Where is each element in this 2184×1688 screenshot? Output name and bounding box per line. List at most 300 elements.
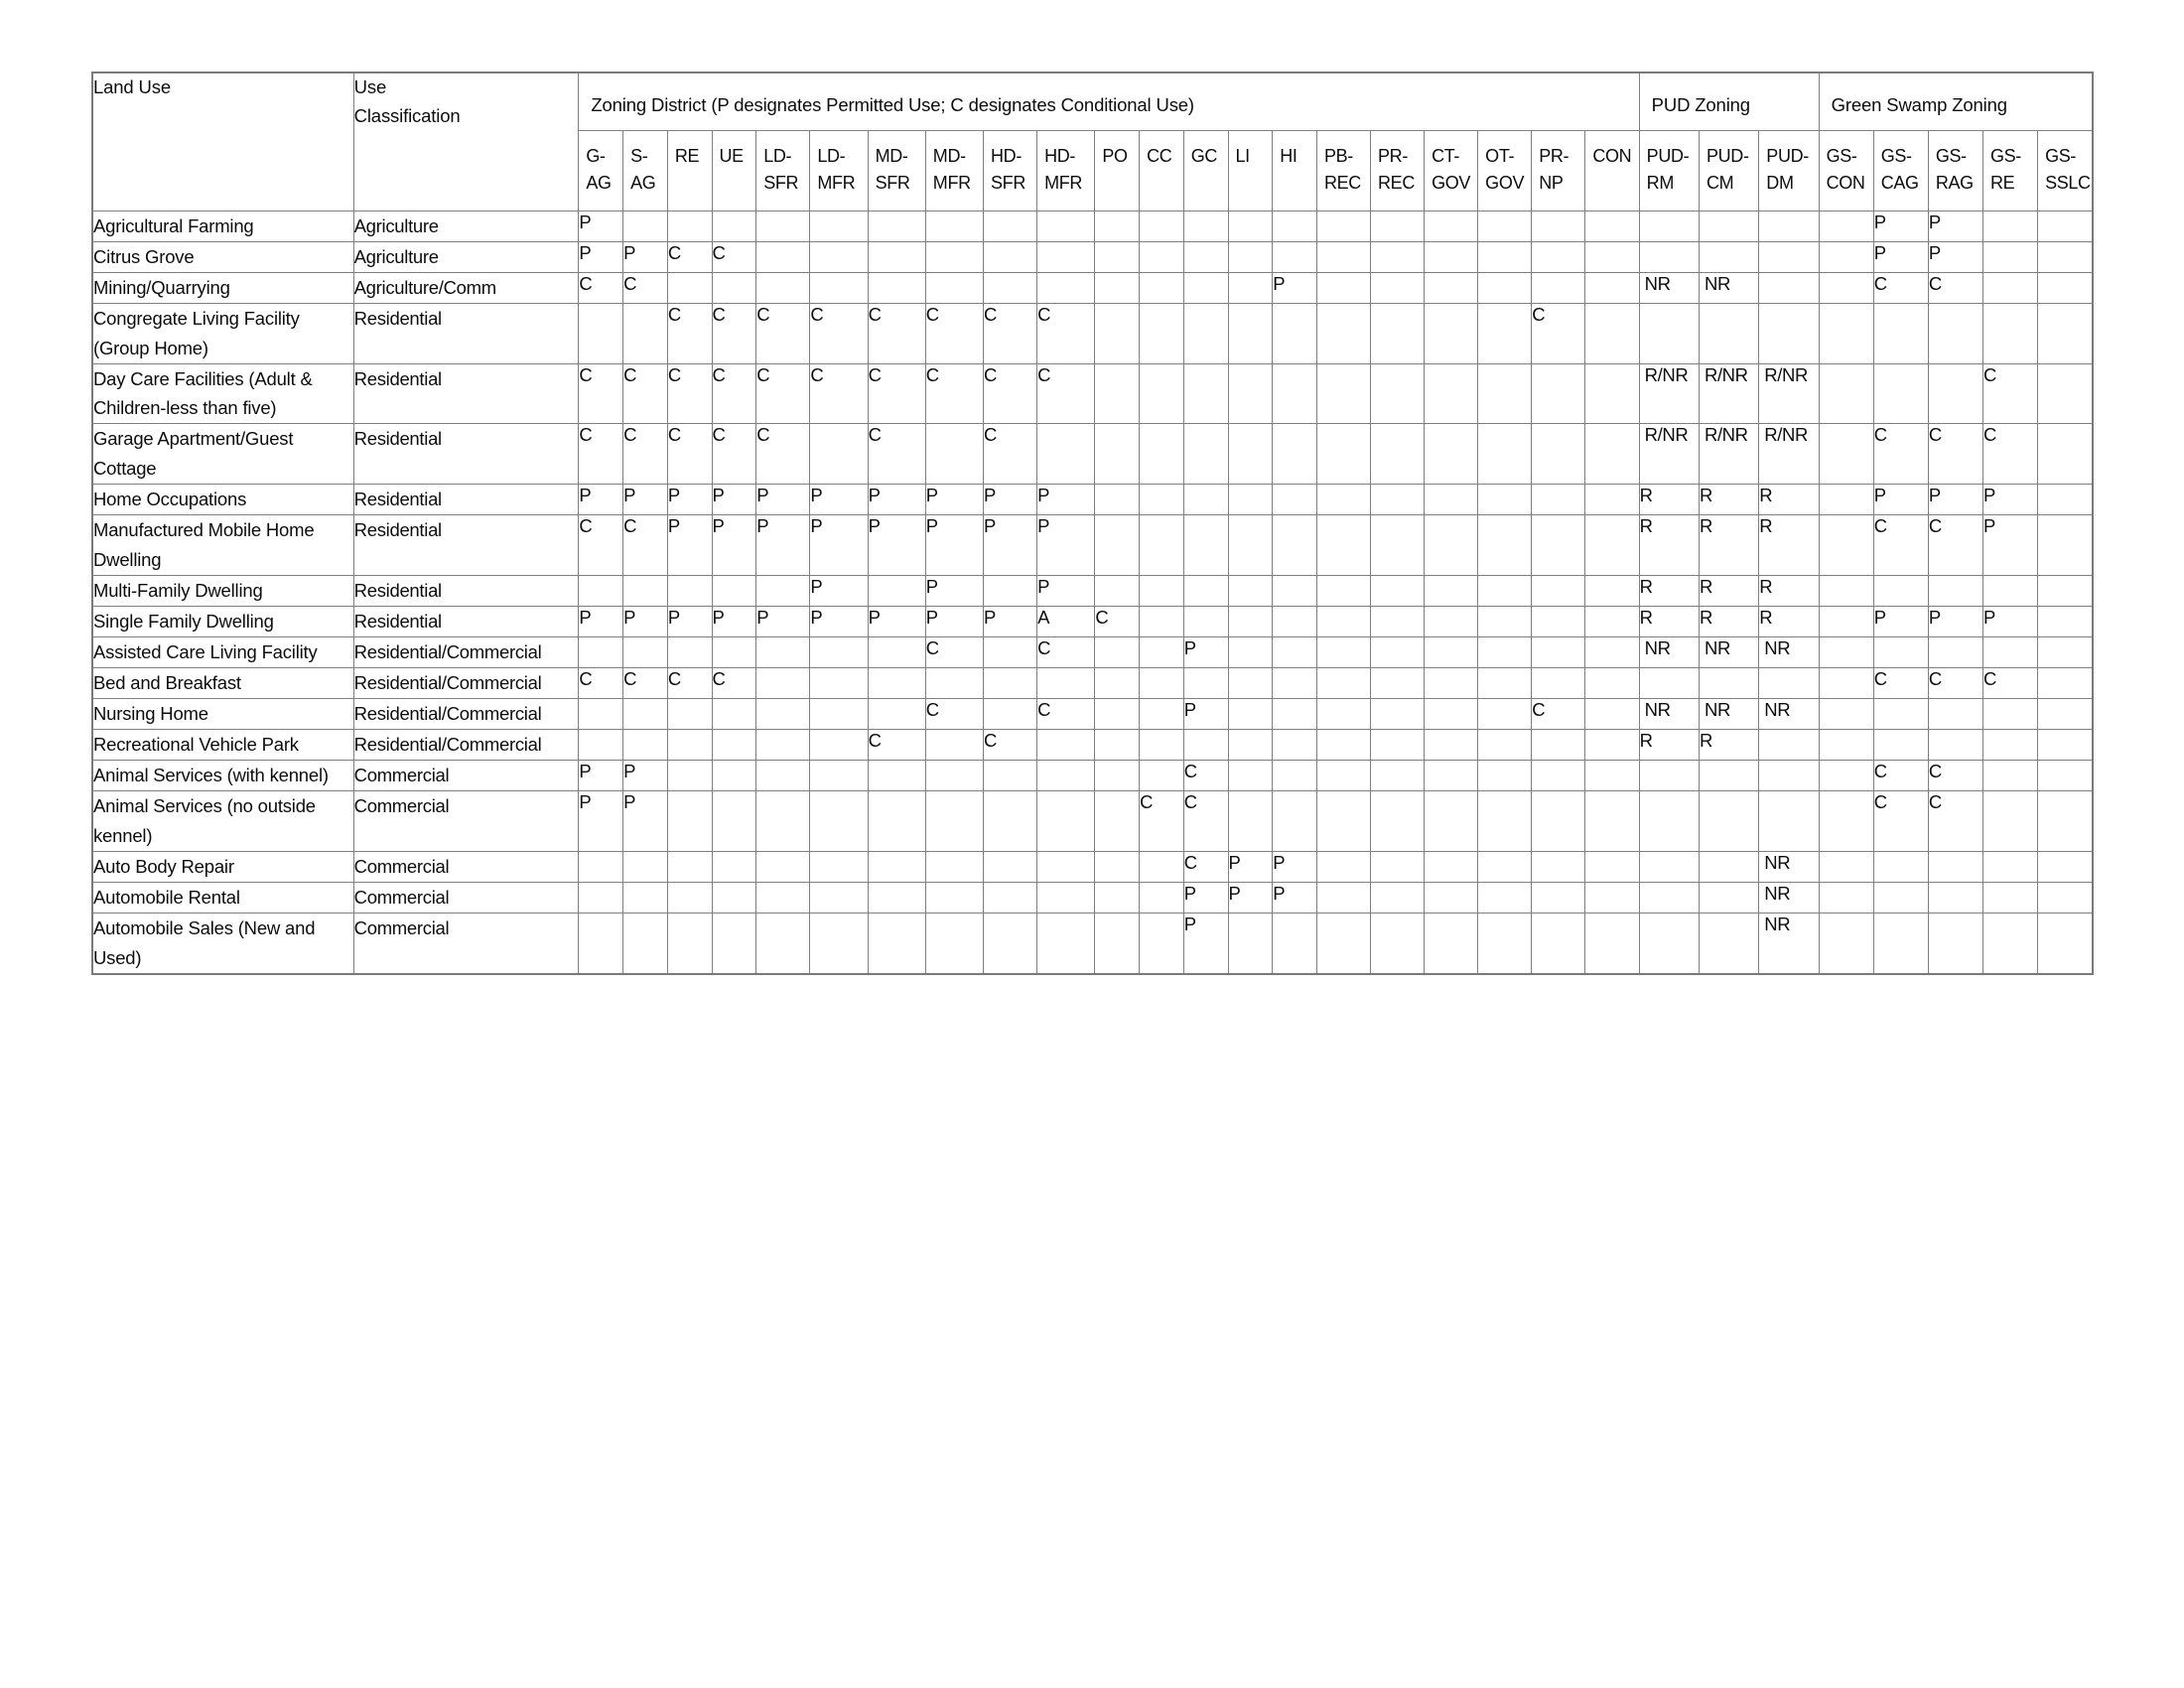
cell-pr-rec (1371, 730, 1425, 761)
cell-ct-gov (1425, 791, 1478, 852)
cell-gs-cag: P (1873, 607, 1928, 637)
cell-land-use: Animal Services (no outside kennel) (92, 791, 353, 852)
cell-hd-sfr (984, 699, 1037, 730)
cell-pr-rec (1371, 882, 1425, 913)
cell-md-sfr (868, 576, 925, 607)
cell-ct-gov (1425, 485, 1478, 515)
cell-hd-mfr: P (1037, 485, 1095, 515)
cell-cc (1140, 882, 1184, 913)
cell-ct-gov (1425, 913, 1478, 973)
cell-gs-con (1819, 791, 1873, 852)
cell-gs-rag (1928, 730, 1982, 761)
cell-md-sfr: P (868, 607, 925, 637)
cell-gs-con (1819, 699, 1873, 730)
cell-gs-cag (1873, 363, 1928, 424)
table-row (92, 576, 2093, 607)
cell-gs-sslc (2038, 485, 2093, 515)
cell-gs-sslc (2038, 730, 2093, 761)
cell-hd-mfr (1037, 791, 1095, 852)
cell-po (1095, 241, 1140, 272)
cell-pud-cm: R/NR (1699, 424, 1758, 485)
cell-ld-mfr (810, 913, 868, 973)
header-land-use: Land Use (92, 72, 353, 211)
cell-ct-gov (1425, 699, 1478, 730)
cell-hd-sfr (984, 882, 1037, 913)
cell-gs-sslc (2038, 699, 2093, 730)
cell-g-ag (579, 303, 623, 363)
cell-li (1228, 699, 1273, 730)
cell-hd-mfr (1037, 272, 1095, 303)
cell-ue: C (712, 303, 756, 363)
cell-hd-mfr (1037, 852, 1095, 883)
cell-s-ag (623, 699, 668, 730)
header-code-po (1095, 130, 1140, 211)
cell-gs-rag: P (1928, 241, 1982, 272)
cell-land-use: Automobile Rental (92, 882, 353, 913)
cell-md-sfr (868, 913, 925, 973)
cell-ct-gov (1425, 576, 1478, 607)
cell-md-mfr (925, 211, 983, 241)
cell-hd-mfr (1037, 913, 1095, 973)
header-code-pb-rec (1316, 130, 1370, 211)
cell-gs-con (1819, 303, 1873, 363)
cell-po (1095, 211, 1140, 241)
header-code-md-mfr (925, 130, 983, 211)
header-code-line1: GS- (1880, 145, 1912, 166)
cell-hi (1273, 576, 1317, 607)
cell-ue (712, 913, 756, 973)
cell-pud-cm: NR (1699, 272, 1758, 303)
cell-po (1095, 303, 1140, 363)
cell-gs-con (1819, 668, 1873, 699)
cell-ld-sfr: C (756, 363, 810, 424)
cell-g-ag (579, 576, 623, 607)
cell-con (1585, 211, 1639, 241)
cell-ct-gov (1425, 668, 1478, 699)
cell-land-use: Citrus Grove (92, 241, 353, 272)
cell-pud-rm (1639, 211, 1699, 241)
header-code-line2: AG (586, 172, 612, 193)
cell-cc (1140, 485, 1184, 515)
cell-ot-gov (1478, 668, 1532, 699)
cell-pud-cm (1699, 211, 1758, 241)
cell-pr-np (1532, 211, 1585, 241)
cell-gs-cag: C (1873, 424, 1928, 485)
cell-ct-gov (1425, 424, 1478, 485)
cell-gs-rag (1928, 303, 1982, 363)
cell-md-sfr: P (868, 515, 925, 576)
cell-s-ag: C (623, 363, 668, 424)
cell-gs-re (1982, 241, 2037, 272)
table-row (92, 852, 2093, 883)
cell-md-sfr: C (868, 424, 925, 485)
cell-gs-rag: P (1928, 607, 1982, 637)
cell-pud-rm: NR (1639, 272, 1699, 303)
cell-ot-gov (1478, 241, 1532, 272)
cell-ue (712, 791, 756, 852)
cell-ld-sfr (756, 791, 810, 852)
cell-gs-rag: C (1928, 272, 1982, 303)
cell-gs-re (1982, 882, 2037, 913)
cell-hi: P (1273, 882, 1317, 913)
cell-s-ag: P (623, 791, 668, 852)
cell-li (1228, 791, 1273, 852)
header-code-line2: SFR (875, 172, 910, 193)
cell-gc (1183, 211, 1228, 241)
cell-ot-gov (1478, 576, 1532, 607)
cell-pud-cm: R (1699, 485, 1758, 515)
cell-ld-sfr (756, 668, 810, 699)
cell-con (1585, 637, 1639, 668)
header-code-gs-sslc (2038, 130, 2093, 211)
cell-pb-rec (1316, 637, 1370, 668)
cell-pud-rm (1639, 882, 1699, 913)
cell-cc (1140, 761, 1184, 791)
cell-pud-rm: NR (1639, 637, 1699, 668)
cell-gc (1183, 272, 1228, 303)
cell-land-use: Home Occupations (92, 485, 353, 515)
cell-md-mfr (925, 424, 983, 485)
table-row (92, 424, 2093, 485)
header-code-line2: MFR (817, 172, 856, 193)
cell-con (1585, 668, 1639, 699)
cell-g-ag: C (579, 515, 623, 576)
header-code-line1: UE (719, 145, 744, 166)
cell-li (1228, 272, 1273, 303)
cell-pud-cm (1699, 761, 1758, 791)
header-code-s-ag (623, 130, 668, 211)
cell-use-classification: Residential (353, 485, 579, 515)
header-code-line2: CON (1826, 172, 1865, 193)
cell-po (1095, 485, 1140, 515)
cell-po (1095, 791, 1140, 852)
cell-use-classification: Residential/Commercial (353, 699, 579, 730)
cell-land-use: Multi-Family Dwelling (92, 576, 353, 607)
cell-li (1228, 668, 1273, 699)
cell-hd-sfr (984, 272, 1037, 303)
cell-use-classification: Residential/Commercial (353, 730, 579, 761)
cell-re (667, 882, 712, 913)
cell-hd-mfr (1037, 424, 1095, 485)
table-row (92, 485, 2093, 515)
cell-gs-cag (1873, 882, 1928, 913)
cell-md-sfr (868, 791, 925, 852)
cell-gs-sslc (2038, 515, 2093, 576)
header-code-line1: HI (1280, 145, 1297, 166)
cell-g-ag (579, 852, 623, 883)
cell-s-ag: C (623, 424, 668, 485)
cell-gc: C (1183, 761, 1228, 791)
cell-pr-rec (1371, 241, 1425, 272)
cell-g-ag (579, 730, 623, 761)
cell-md-mfr: C (925, 699, 983, 730)
cell-md-sfr: C (868, 303, 925, 363)
cell-s-ag (623, 576, 668, 607)
cell-con (1585, 241, 1639, 272)
cell-gs-re (1982, 699, 2037, 730)
cell-g-ag: P (579, 485, 623, 515)
cell-pb-rec (1316, 576, 1370, 607)
cell-gs-re (1982, 303, 2037, 363)
cell-pud-cm: NR (1699, 637, 1758, 668)
cell-gs-rag (1928, 637, 1982, 668)
cell-gc (1183, 607, 1228, 637)
cell-con (1585, 424, 1639, 485)
zoning-land-use-table (91, 71, 2094, 975)
header-code-line1: PUD- (1766, 145, 1809, 166)
header-code-line1: GS- (1935, 145, 1967, 166)
cell-pud-dm: NR (1759, 852, 1819, 883)
cell-ot-gov (1478, 852, 1532, 883)
header-code-li (1228, 130, 1273, 211)
cell-con (1585, 515, 1639, 576)
cell-pud-rm (1639, 303, 1699, 363)
cell-gs-con (1819, 607, 1873, 637)
cell-gs-rag (1928, 882, 1982, 913)
cell-hi (1273, 637, 1317, 668)
cell-ot-gov (1478, 791, 1532, 852)
cell-ld-mfr: P (810, 485, 868, 515)
cell-hd-sfr: C (984, 730, 1037, 761)
cell-hi (1273, 730, 1317, 761)
cell-pud-cm: R (1699, 515, 1758, 576)
cell-pud-dm (1759, 791, 1819, 852)
header-code-line1: LD- (763, 145, 792, 166)
cell-pr-np: C (1532, 699, 1585, 730)
cell-gs-re: P (1982, 515, 2037, 576)
cell-ue: P (712, 607, 756, 637)
cell-ct-gov (1425, 852, 1478, 883)
cell-ld-sfr: P (756, 607, 810, 637)
table-row (92, 515, 2093, 576)
cell-gs-rag (1928, 913, 1982, 973)
header-code-line1: G- (586, 145, 606, 166)
cell-hd-mfr: C (1037, 699, 1095, 730)
cell-pb-rec (1316, 241, 1370, 272)
cell-md-sfr: C (868, 730, 925, 761)
cell-pud-rm: NR (1639, 699, 1699, 730)
cell-md-sfr (868, 272, 925, 303)
table-row (92, 363, 2093, 424)
cell-re (667, 699, 712, 730)
header-pud-zoning-group: PUD Zoning (1639, 72, 1819, 130)
cell-gs-sslc (2038, 241, 2093, 272)
cell-hd-sfr: C (984, 303, 1037, 363)
cell-gs-cag (1873, 730, 1928, 761)
cell-ct-gov (1425, 211, 1478, 241)
cell-re (667, 761, 712, 791)
cell-use-classification: Commercial (353, 913, 579, 973)
cell-s-ag: P (623, 485, 668, 515)
cell-s-ag: C (623, 515, 668, 576)
cell-ot-gov (1478, 303, 1532, 363)
cell-ue (712, 761, 756, 791)
cell-pud-rm (1639, 791, 1699, 852)
cell-pb-rec (1316, 303, 1370, 363)
cell-pud-dm (1759, 241, 1819, 272)
header-code-pud-dm (1759, 130, 1819, 211)
cell-gs-cag: C (1873, 272, 1928, 303)
cell-ct-gov (1425, 761, 1478, 791)
cell-pr-np (1532, 637, 1585, 668)
cell-li (1228, 576, 1273, 607)
cell-md-sfr (868, 761, 925, 791)
cell-ot-gov (1478, 211, 1532, 241)
cell-pud-cm (1699, 882, 1758, 913)
cell-hi (1273, 699, 1317, 730)
header-code-ue (712, 130, 756, 211)
cell-re: C (667, 363, 712, 424)
cell-gs-sslc (2038, 913, 2093, 973)
cell-gs-con (1819, 272, 1873, 303)
cell-land-use: Nursing Home (92, 699, 353, 730)
header-code-ot-gov (1478, 130, 1532, 211)
header-code-hi (1273, 130, 1317, 211)
cell-po (1095, 668, 1140, 699)
cell-gs-sslc (2038, 211, 2093, 241)
cell-ld-mfr (810, 852, 868, 883)
cell-hd-mfr (1037, 668, 1095, 699)
cell-use-classification: Commercial (353, 761, 579, 791)
cell-pud-cm (1699, 303, 1758, 363)
cell-use-classification: Residential/Commercial (353, 637, 579, 668)
cell-pud-rm (1639, 852, 1699, 883)
cell-pr-np (1532, 913, 1585, 973)
cell-hi (1273, 668, 1317, 699)
header-code-line2: AG (630, 172, 656, 193)
header-code-ld-sfr (756, 130, 810, 211)
cell-con (1585, 761, 1639, 791)
cell-gs-rag (1928, 699, 1982, 730)
cell-md-mfr: P (925, 515, 983, 576)
cell-gs-rag: C (1928, 668, 1982, 699)
cell-gs-cag (1873, 576, 1928, 607)
cell-gs-re (1982, 211, 2037, 241)
cell-re (667, 913, 712, 973)
cell-po (1095, 576, 1140, 607)
cell-land-use: Agricultural Farming (92, 211, 353, 241)
header-code-pud-cm (1699, 130, 1758, 211)
cell-land-use: Bed and Breakfast (92, 668, 353, 699)
cell-con (1585, 791, 1639, 852)
cell-use-classification: Residential (353, 363, 579, 424)
cell-ld-mfr (810, 637, 868, 668)
cell-s-ag (623, 730, 668, 761)
cell-pud-rm: R (1639, 485, 1699, 515)
cell-pb-rec (1316, 485, 1370, 515)
cell-pb-rec (1316, 730, 1370, 761)
cell-md-sfr (868, 241, 925, 272)
cell-pr-np (1532, 852, 1585, 883)
cell-gs-cag: C (1873, 515, 1928, 576)
cell-gs-con (1819, 882, 1873, 913)
cell-ld-sfr: P (756, 485, 810, 515)
cell-re (667, 272, 712, 303)
cell-ot-gov (1478, 607, 1532, 637)
cell-re (667, 730, 712, 761)
header-code-line1: PR- (1539, 145, 1570, 166)
cell-po (1095, 699, 1140, 730)
cell-cc (1140, 699, 1184, 730)
cell-ld-sfr (756, 637, 810, 668)
cell-land-use: Single Family Dwelling (92, 607, 353, 637)
header-code-line1: MD- (875, 145, 908, 166)
cell-re (667, 852, 712, 883)
cell-cc (1140, 668, 1184, 699)
cell-ot-gov (1478, 913, 1532, 973)
header-code-line1: HD- (991, 145, 1022, 166)
cell-ue (712, 211, 756, 241)
cell-land-use: Recreational Vehicle Park (92, 730, 353, 761)
cell-md-sfr (868, 852, 925, 883)
cell-pr-np (1532, 485, 1585, 515)
header-code-gs-rag (1928, 130, 1982, 211)
cell-ld-sfr (756, 852, 810, 883)
cell-md-mfr: C (925, 363, 983, 424)
cell-land-use: Congregate Living Facility (Group Home) (92, 303, 353, 363)
cell-md-mfr (925, 791, 983, 852)
cell-s-ag: C (623, 272, 668, 303)
cell-ld-sfr: P (756, 515, 810, 576)
cell-re: C (667, 241, 712, 272)
header-code-gc (1183, 130, 1228, 211)
cell-gc: C (1183, 852, 1228, 883)
cell-gs-cag (1873, 637, 1928, 668)
cell-use-classification: Residential (353, 515, 579, 576)
header-code-line2: RE (1989, 172, 2015, 193)
cell-pud-cm: R/NR (1699, 363, 1758, 424)
cell-gs-cag (1873, 913, 1928, 973)
cell-gc (1183, 576, 1228, 607)
header-use-classification-line2: Classification (353, 104, 461, 126)
cell-gs-sslc (2038, 761, 2093, 791)
header-code-line2: GOV (1485, 172, 1525, 193)
cell-hi: P (1273, 852, 1317, 883)
cell-pud-dm: R (1759, 576, 1819, 607)
header-code-line1: S- (630, 145, 648, 166)
cell-pud-rm: R (1639, 515, 1699, 576)
cell-hd-sfr (984, 791, 1037, 852)
cell-gc: P (1183, 913, 1228, 973)
header-code-line1: HD- (1044, 145, 1076, 166)
header-code-line1: GS- (1989, 145, 2021, 166)
cell-use-classification: Commercial (353, 882, 579, 913)
cell-cc (1140, 363, 1184, 424)
cell-hi (1273, 791, 1317, 852)
cell-re (667, 211, 712, 241)
header-code-pud-rm (1639, 130, 1699, 211)
cell-hi (1273, 607, 1317, 637)
cell-pb-rec (1316, 363, 1370, 424)
cell-g-ag: P (579, 211, 623, 241)
cell-pud-dm (1759, 668, 1819, 699)
header-code-re (667, 130, 712, 211)
cell-md-mfr (925, 913, 983, 973)
cell-po: C (1095, 607, 1140, 637)
cell-ct-gov (1425, 303, 1478, 363)
header-code-gs-cag (1873, 130, 1928, 211)
cell-ld-mfr: P (810, 515, 868, 576)
cell-re (667, 791, 712, 852)
cell-md-mfr (925, 241, 983, 272)
cell-gs-rag: C (1928, 791, 1982, 852)
cell-ct-gov (1425, 515, 1478, 576)
cell-hd-sfr (984, 852, 1037, 883)
cell-s-ag: P (623, 607, 668, 637)
cell-ct-gov (1425, 882, 1478, 913)
header-code-line1: GS- (2045, 145, 2077, 166)
table-body (92, 211, 2093, 974)
